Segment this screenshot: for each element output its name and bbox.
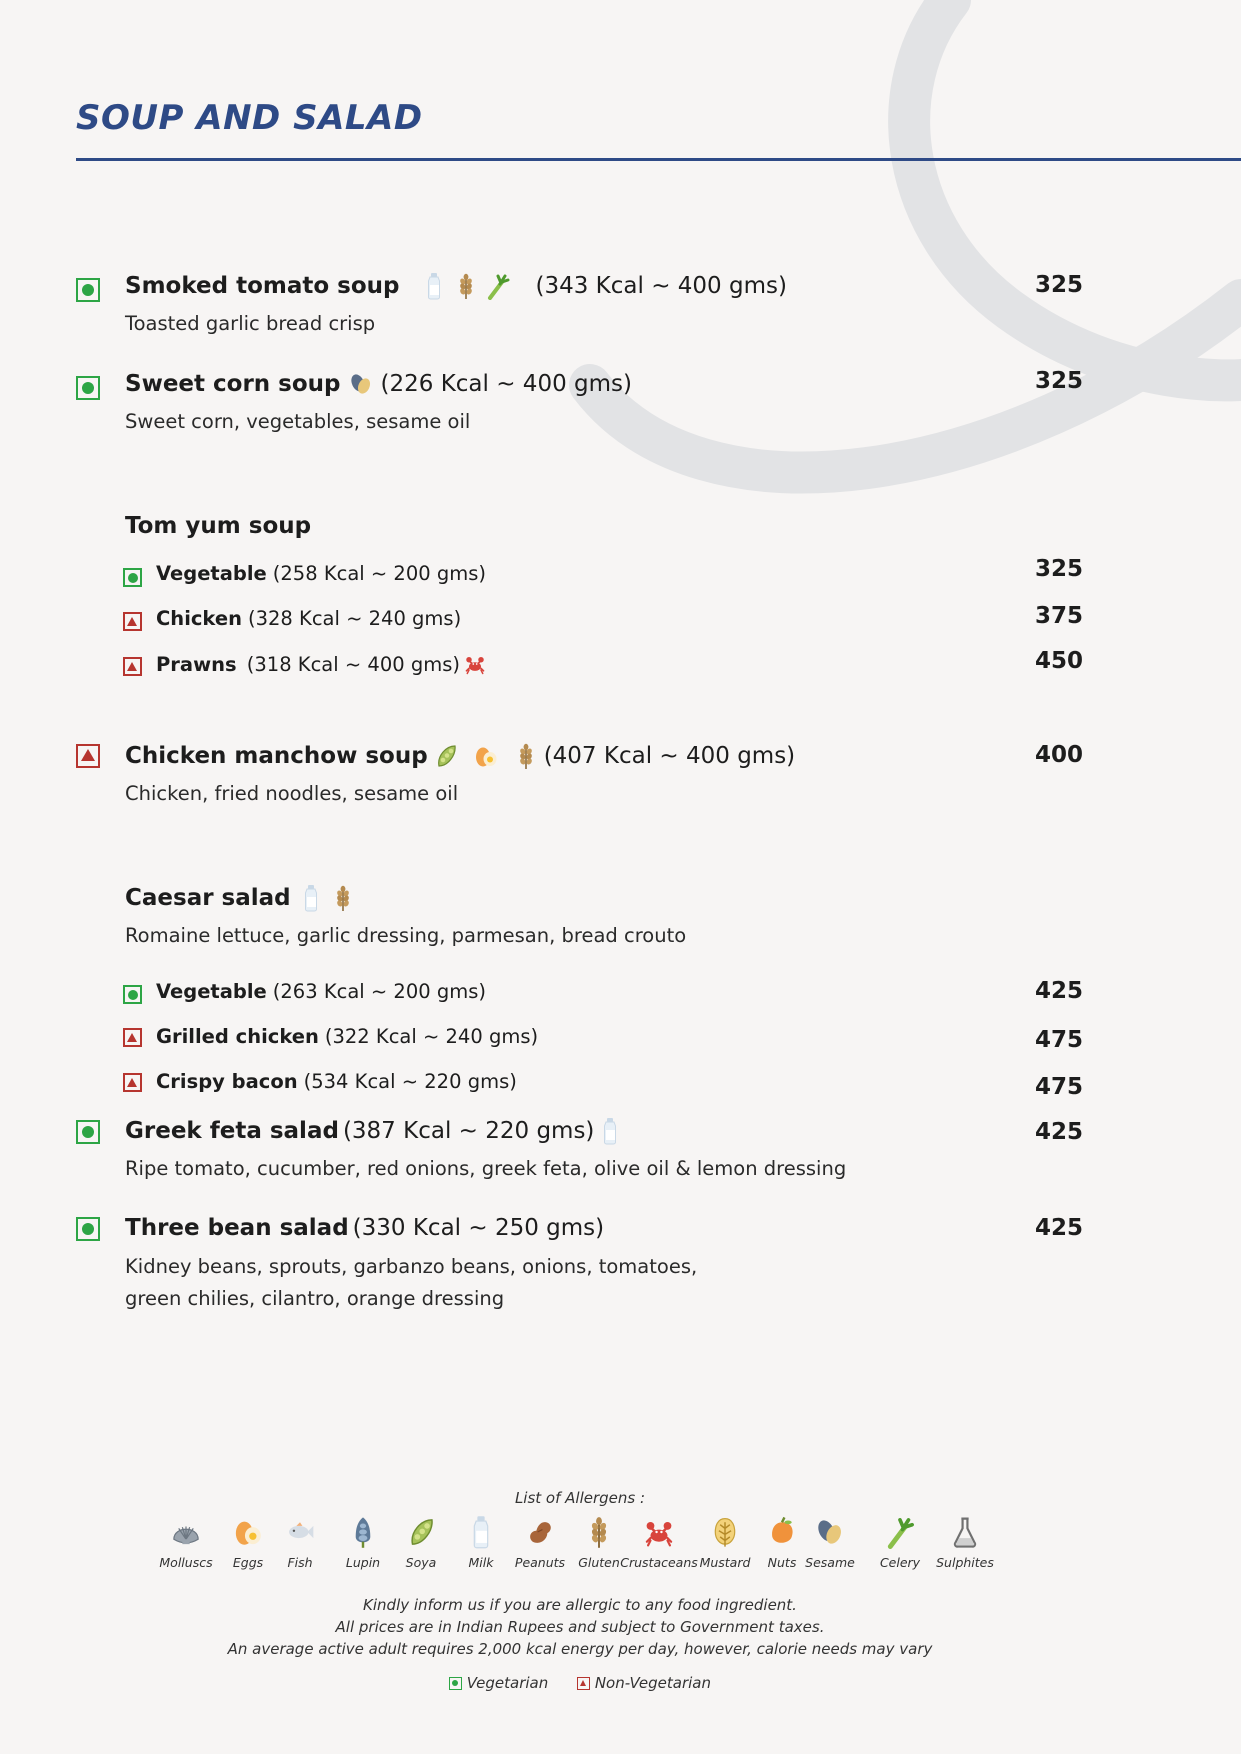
item-description: Toasted garlic bread crisp — [125, 312, 376, 335]
variant-price: 475 — [1035, 1027, 1084, 1053]
veg-marker-icon — [123, 985, 142, 1004]
veg-marker-icon — [123, 568, 142, 587]
non-veg-marker-icon — [123, 657, 142, 676]
non-veg-marker-icon — [76, 744, 100, 768]
variant-row — [0, 1070, 1241, 1100]
allergen-label: Gluten — [578, 1555, 620, 1570]
crustaceans-icon — [464, 652, 486, 676]
veg-marker-icon — [449, 1677, 462, 1690]
crustaceans-icon — [642, 1515, 676, 1549]
variant-price: 425 — [1035, 978, 1084, 1004]
allergen-label: Mustard — [699, 1555, 751, 1570]
diet-legend — [0, 1674, 1160, 1692]
item-description: Romaine lettuce, garlic dressing, parmesan, bread crouto — [125, 924, 687, 947]
item-price: 325 — [1035, 272, 1084, 298]
gluten-icon — [454, 272, 478, 300]
non-veg-marker-icon — [577, 1677, 590, 1690]
variant-row — [0, 603, 1241, 630]
calorie-note: An average active adult requires 2,000 kcal energy per day, however, calorie needs may vary — [227, 1640, 933, 1658]
allergen-label: Fish — [287, 1555, 313, 1570]
veg-marker-icon — [76, 376, 100, 400]
fish-icon — [283, 1515, 317, 1549]
variant-price: 325 — [1035, 556, 1084, 582]
sulphites-icon — [948, 1515, 982, 1549]
celery-icon — [486, 272, 510, 300]
allergen-sesame — [790, 1515, 870, 1570]
sesame-icon — [349, 370, 373, 398]
allergen-list-title: List of Allergens : — [514, 1489, 646, 1507]
peanuts-icon — [523, 1515, 557, 1549]
variant-calories: (318 Kcal ~ 400 gms) — [240, 652, 460, 676]
item-name: Sweet corn soup — [125, 371, 341, 397]
variant-name: Prawns — [156, 652, 237, 676]
molluscs-icon — [169, 1515, 203, 1549]
lupin-icon — [346, 1515, 380, 1549]
non-veg-marker-icon — [123, 1073, 142, 1092]
item-calories: (226 Kcal ~ 400 gms) — [380, 371, 632, 397]
variant-name: Vegetable — [156, 980, 267, 1003]
item-name: Smoked tomato soup — [125, 273, 400, 299]
item-calories: (343 Kcal ~ 400 gms) — [535, 273, 787, 299]
item-name: Three bean salad — [125, 1215, 349, 1241]
allergen-label: Molluscs — [159, 1555, 213, 1570]
item-price: 325 — [1035, 368, 1084, 394]
allergen-sulphites — [925, 1515, 1005, 1570]
soya-icon — [404, 1515, 438, 1549]
milk-icon — [464, 1515, 498, 1549]
variant-name: Grilled chicken — [156, 1025, 319, 1048]
variant-name: Chicken — [156, 607, 242, 630]
allergen-label: Milk — [468, 1555, 494, 1570]
page-title: SOUP AND SALAD — [76, 98, 423, 138]
variant-calories: (328 Kcal ~ 240 gms) — [248, 607, 462, 630]
veg-marker-icon — [76, 1217, 100, 1241]
non-veg-marker-icon — [123, 612, 142, 631]
gluten-icon — [582, 1515, 616, 1549]
non-veg-marker-icon — [123, 1028, 142, 1047]
variant-name: Crispy bacon — [156, 1070, 298, 1093]
allergen-label: Sulphites — [936, 1555, 994, 1570]
mustard-icon — [708, 1515, 742, 1549]
item-description: Sweet corn, vegetables, sesame oil — [125, 410, 471, 433]
variant-calories: (263 Kcal ~ 200 gms) — [272, 980, 486, 1003]
sesame-icon — [813, 1515, 847, 1549]
item-name: Caesar salad — [125, 885, 291, 911]
item-price: 425 — [1035, 1215, 1084, 1241]
item-calories: (387 Kcal ~ 220 gms) — [342, 1118, 595, 1144]
gluten-icon — [514, 742, 538, 770]
item-name: Chicken manchow soup — [125, 743, 428, 769]
allergen-label: Crustaceans — [620, 1555, 698, 1570]
item-price: 425 — [1035, 1119, 1084, 1145]
legend-non-veg-label: Non-Vegetarian — [594, 1674, 711, 1692]
legend-veg-label: Vegetarian — [466, 1674, 549, 1692]
item-description-line: green chilies, cilantro, orange dressing — [125, 1287, 505, 1310]
price-note: All prices are in Indian Rupees and subject to Government taxes. — [335, 1618, 825, 1636]
veg-marker-icon — [76, 278, 100, 302]
item-description: Ripe tomato, cucumber, red onions, greek feta, olive oil & lemon dressing — [125, 1157, 847, 1180]
variant-row — [0, 1025, 1241, 1053]
milk-icon — [598, 1117, 622, 1145]
variant-row — [0, 648, 1241, 676]
allergy-note: Kindly inform us if you are allergic to any food ingredient. — [363, 1596, 797, 1614]
milk-icon — [299, 884, 323, 912]
variant-calories: (322 Kcal ~ 240 gms) — [324, 1025, 539, 1048]
footer-notes — [0, 1594, 1160, 1660]
variant-calories: (258 Kcal ~ 200 gms) — [272, 562, 486, 585]
item-description: Chicken, fried noodles, sesame oil — [125, 782, 459, 805]
variant-price: 375 — [1035, 603, 1084, 629]
variant-calories: (534 Kcal ~ 220 gms) — [303, 1070, 517, 1093]
allergen-label: Soya — [405, 1555, 437, 1570]
title-divider — [76, 158, 1241, 161]
variant-price: 450 — [1035, 648, 1084, 674]
variant-price: 475 — [1035, 1074, 1084, 1100]
milk-icon — [422, 272, 446, 300]
gluten-icon — [331, 884, 355, 912]
allergen-label: Celery — [879, 1555, 921, 1570]
soya-icon — [434, 742, 458, 770]
variant-name: Vegetable — [156, 562, 267, 585]
allergen-label: Lupin — [345, 1555, 381, 1570]
allergen-label: Peanuts — [514, 1555, 566, 1570]
item-name: Tom yum soup — [125, 513, 312, 539]
item-description-line: Kidney beans, sprouts, garbanzo beans, onions, tomatoes, — [125, 1255, 698, 1278]
eggs-icon — [474, 742, 498, 770]
item-price: 400 — [1035, 742, 1084, 768]
menu-item-chicken-manchow-soup — [0, 742, 1241, 805]
allergen-list — [155, 1515, 1005, 1579]
item-calories: (330 Kcal ~ 250 gms) — [352, 1215, 605, 1241]
allergen-label: Sesame — [805, 1555, 855, 1570]
veg-marker-icon — [76, 1120, 100, 1144]
allergen-label: Eggs — [232, 1555, 264, 1570]
celery-icon — [883, 1515, 917, 1549]
item-calories: (407 Kcal ~ 400 gms) — [543, 743, 796, 769]
item-name: Greek feta salad — [125, 1118, 339, 1144]
allergen-label: Nuts — [767, 1555, 797, 1570]
